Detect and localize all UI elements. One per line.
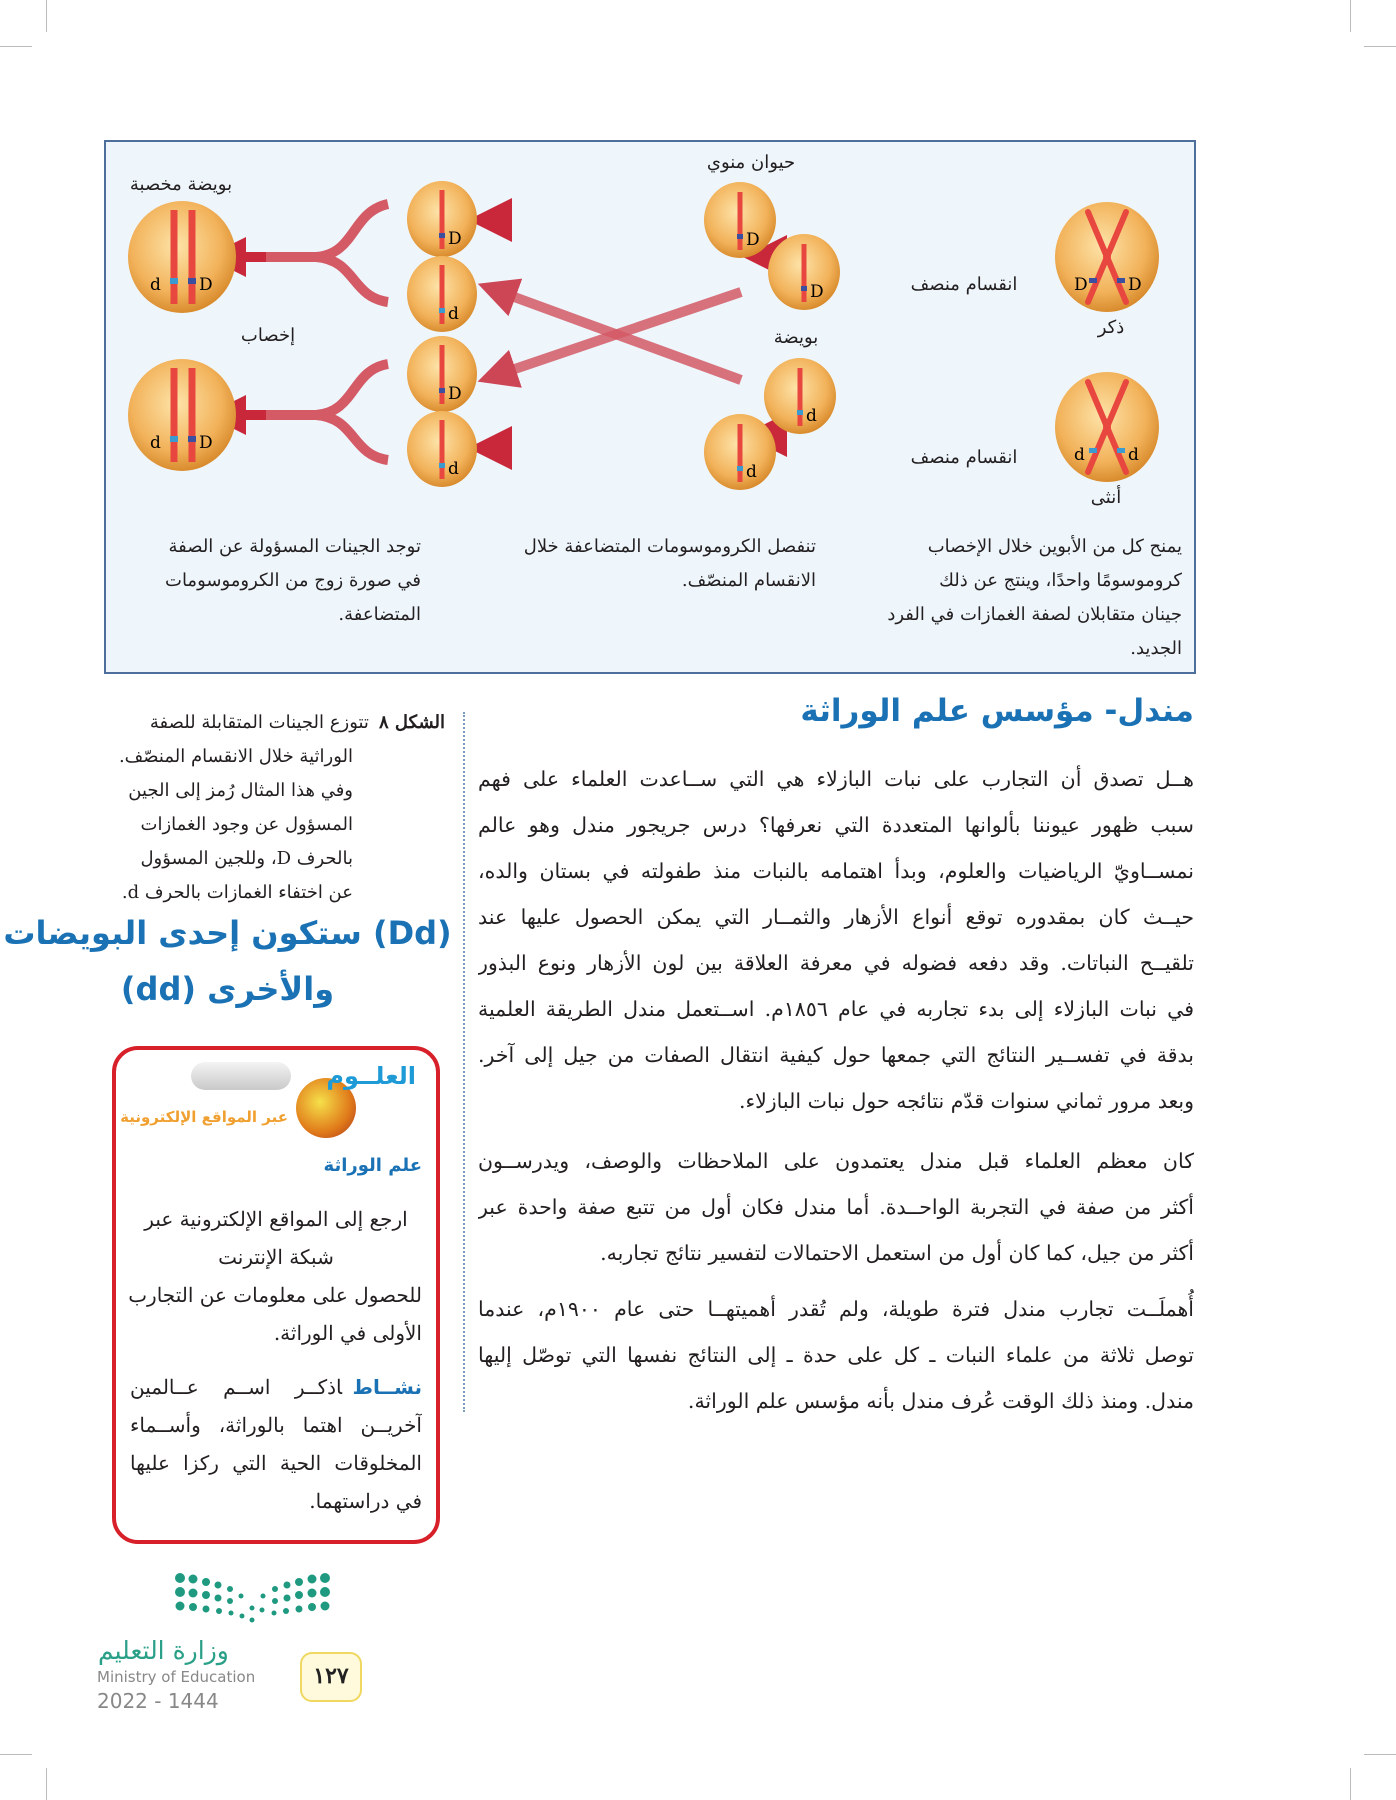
annotation-line: (Dd) ستكون إحدى البويضات (3, 914, 452, 952)
text-line: في نبات البازلاء إلى بدء تجاربه في عام ١٨٥٦م. اســتعمل مندل الطريقة العلمية (478, 997, 1194, 1021)
caption-line: جينان متقابلان لصفة الغمازات في الفرد (887, 604, 1182, 625)
text-line: أكثر من صفة في التجربة الواحــدة. أما مندل فكان أول من تتبع صفة واحدة عبر (478, 1195, 1194, 1219)
ministry-name-ar: وزارة التعليم (98, 1636, 229, 1665)
paragraph-3 (478, 1286, 1194, 1424)
allele-label: d (150, 433, 161, 453)
text-line: هــل تصدق أن التجارب على نبات البازلاء هي التي ســاعدت العلماء على فهم (478, 767, 1194, 791)
label-male: ذكر (1097, 317, 1125, 338)
caption-line: في صورة زوج من الكروموسومات (165, 570, 421, 591)
text-line: للحصول على معلومات عن التجارب (128, 1283, 422, 1307)
ministry-name-en: Ministry of Education (97, 1668, 256, 1686)
text-line: أُهملَــت تجارب مندل فترة طويلة، ولم تُقدر أهميتهــا حتى عام ١٩٠٠م، عندما (478, 1297, 1194, 1321)
text-line: سبب ظهور عيوننا بألوانها المتعددة التي نعرفها؟ درس جريجور مندل وهو عالم (478, 813, 1194, 837)
topic-title: علم الوراثة (323, 1155, 422, 1176)
section-heading: مندل- مؤسس علم الوراثة (800, 693, 1194, 729)
egg-cell (764, 358, 836, 434)
allele-label: D (199, 275, 213, 295)
allele-label: d (746, 462, 757, 482)
page-number: ١٢٧ (300, 1652, 362, 1702)
caption-left (121, 530, 421, 632)
caption-line: يمنح كل من الأبوين خلال الإخصاب (927, 536, 1182, 557)
column-divider (463, 712, 465, 1412)
fertilization-arrow-top (256, 204, 388, 302)
allele-label: D (448, 384, 462, 404)
crop-mark (1350, 0, 1351, 32)
text-line: آخريــن اهتما بالوراثة، وأســماء (130, 1413, 422, 1437)
text-line: كان معظم العلماء قبل مندل يعتمدون على الملاحظات والوصف، ويدرســون (478, 1149, 1194, 1173)
caption-line: تنفصل الكروموسومات المتضاعفة خلال (523, 536, 816, 557)
allele-label: D (810, 282, 824, 302)
paragraph-2 (478, 1138, 1194, 1276)
allele-label: D (1128, 275, 1142, 295)
handwritten-annotation (0, 905, 455, 1017)
text-line: نمســاويّ الرياضيات والعلوم، وبدأ اهتمامه بالنبات منذ طفولته في بستان والده، (478, 859, 1194, 883)
annotation-line: والأخرى (dd) (120, 970, 335, 1008)
allele-label: d (806, 406, 817, 426)
allele-label: d (448, 459, 459, 479)
fertilized-egg-cell (128, 359, 236, 471)
caption-line: وفي هذا المثال رُمز إلى الجين (128, 780, 353, 801)
ministry-logo-dots (170, 1570, 335, 1625)
activity-label: نشــاط (354, 1375, 422, 1399)
web-instructions (130, 1200, 422, 1352)
fertilized-egg-cell (128, 201, 236, 313)
figure-caption (100, 706, 445, 910)
text-line: شبكة الإنترنت (218, 1245, 334, 1269)
caption-line: الوراثية خلال الانقسام المنصّف. (118, 746, 353, 767)
text-line: مندل. ومنذ ذلك الوقت عُرف مندل بأنه مؤسس علم الوراثة. (687, 1389, 1194, 1413)
edition-year: 2022 - 1444 (97, 1689, 219, 1713)
gamete-cell (407, 411, 477, 487)
text-line: بدقة في تفســير النتائج التي جمعها حول كيفية انتقال الصفات من جيل إلى آخر. (478, 1043, 1194, 1067)
caption-line: توجد الجينات المسؤولة عن الصفة (168, 536, 421, 557)
mouse-icon (191, 1062, 291, 1090)
allele-label: d (1128, 445, 1139, 465)
fertilization-arrow-bottom (256, 364, 388, 460)
allele-label: D (448, 229, 462, 249)
text-line: حيــث كان بمقدوره توقع أنواع الأزهار والثمــار التي يمكن الحصول عليها عند (478, 905, 1194, 929)
crop-mark (0, 1754, 32, 1755)
label-meiosis: انقسام منصف (910, 447, 1018, 468)
text-line: تلقيــح النباتات. وقد دفعه فضوله في معرفة العلاقة بين لون الأزهار ونوع البذور (478, 951, 1194, 975)
text-line: توصل ثلاثة من علماء النبات ـ كل على حدة ـ إلى النتائج نفسها التي توصّل إليها (478, 1343, 1194, 1367)
figure-number: الشكل ٨ (378, 712, 445, 733)
allele-label: d (150, 275, 161, 295)
text-line: اذكــر اســم عــالمين (130, 1375, 343, 1399)
caption-middle (491, 530, 816, 598)
caption-line: المتضاعفة. (338, 604, 421, 625)
label-fertilization: إخصاب (240, 325, 296, 346)
gamete-cell (407, 256, 477, 332)
crop-mark (1364, 1754, 1396, 1755)
allele-label: D (199, 433, 213, 453)
crop-mark (0, 46, 32, 47)
text-line: وبعد مرور ثماني سنوات قدّم نتائجه حول نبات البازلاء. (738, 1089, 1194, 1113)
label-fertilized-egg: بويضة مخصبة (129, 174, 233, 195)
gamete-cell (407, 181, 477, 257)
caption-line: كروموسومًا واحدًا، وينتج عن ذلك (939, 570, 1182, 591)
egg-cell (704, 414, 776, 490)
text-line: أكثر من جيل، كما كان أول من استعمل الاحتمالات لتفسير نتائج تجاربه. (600, 1241, 1194, 1265)
paragraph-1 (478, 756, 1194, 1124)
female-cell (1055, 372, 1159, 482)
sperm-cell (704, 182, 776, 258)
caption-line: الانقسام المنصّف. (681, 570, 816, 591)
allele-label: D (1074, 275, 1088, 295)
caption-line: المسؤول عن وجود الغمازات (140, 814, 353, 835)
text-line: الأولى في الوراثة. (273, 1321, 422, 1345)
label-egg: بويضة (773, 327, 819, 348)
logo-subtitle: عبر المواقع الإلكترونية (120, 1108, 288, 1126)
text-line: المخلوقات الحية التي ركزا عليها (130, 1451, 422, 1475)
allele-label: d (448, 304, 459, 324)
sperm-cell (768, 234, 840, 310)
gamete-cell (407, 336, 477, 412)
arrows (236, 204, 1011, 460)
caption-line: الجديد. (1130, 638, 1182, 659)
online-resources-box (112, 1046, 440, 1544)
caption-line: بالحرف D، وللجين المسؤول (140, 848, 353, 869)
meiosis-figure (104, 140, 1196, 674)
activity (130, 1368, 422, 1520)
label-female: أنثى (1090, 487, 1122, 508)
crop-mark (1364, 46, 1396, 47)
text-line: ارجع إلى المواقع الإلكترونية عبر (144, 1207, 408, 1231)
caption-line: تتوزع الجينات المتقابلة للصفة (149, 712, 369, 733)
allele-label: D (746, 230, 760, 250)
caption-line: عن اختفاء الغمازات بالحرف d. (121, 882, 353, 903)
crop-mark (46, 1768, 47, 1800)
caption-right (837, 530, 1182, 666)
label-meiosis: انقسام منصف (910, 274, 1018, 295)
crop-mark (46, 0, 47, 32)
crop-mark (1350, 1768, 1351, 1800)
allele-label: d (1074, 445, 1085, 465)
label-sperm: حيوان منوي (706, 152, 796, 173)
logo-title: العلــوم (326, 1062, 416, 1090)
male-cell (1055, 202, 1159, 312)
text-line: في دراستهما. (309, 1489, 422, 1513)
